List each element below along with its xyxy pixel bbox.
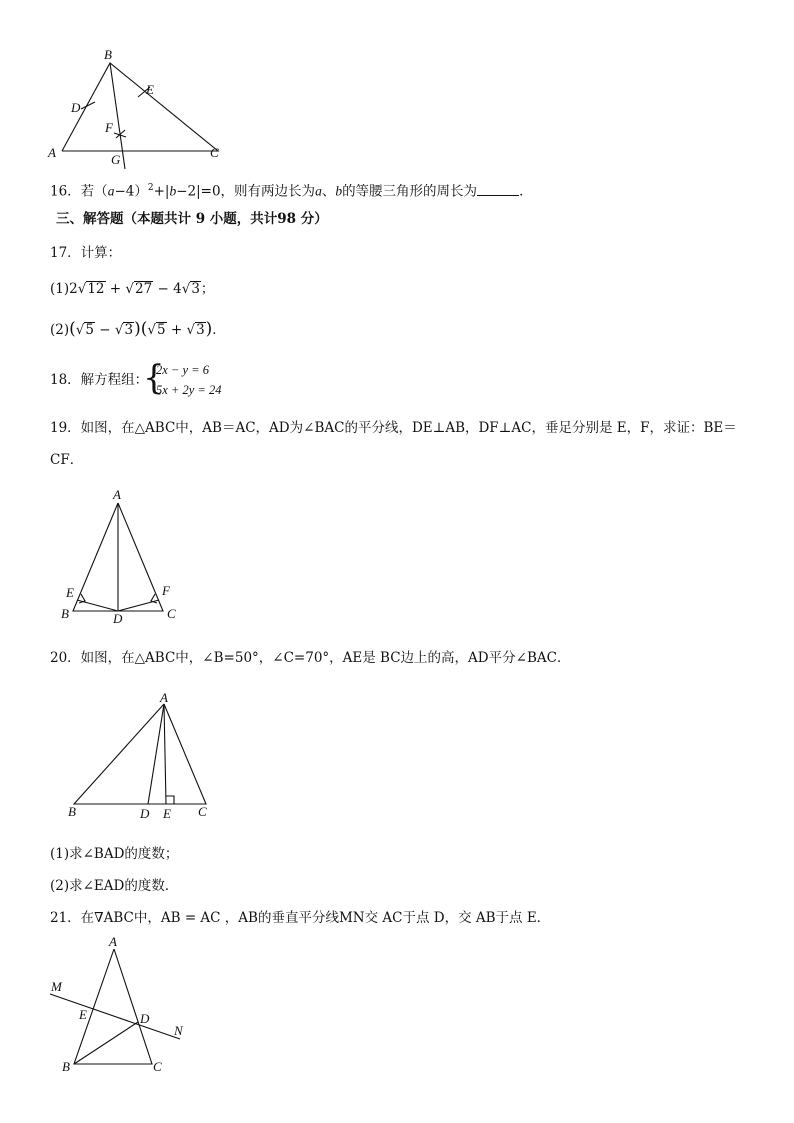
equation-brace: { (143, 358, 165, 398)
label-a: A (113, 487, 121, 502)
question-17-part2: (2)(√5 − √3)(√5 + √3)． (50, 319, 226, 339)
line-ae (164, 704, 166, 804)
question-21-line1: 21．在∇ABC中，AB = AC ，AB的垂直平分线MN交 AC于点 D，交 AB于点 E． (50, 910, 551, 926)
label-b: B (68, 804, 76, 819)
question-19-line1: 19．如图，在△ABC中，AB＝AC，AD为∠BAC的平分线，DE⊥AB，DF⊥AC，垂足分别是 E，F，求证：BE＝ (50, 420, 737, 436)
label-f: F (162, 583, 170, 598)
answer-blank[interactable] (477, 183, 519, 196)
label-d: D (140, 1011, 150, 1026)
label-d: D (113, 611, 123, 625)
label-b: B (61, 606, 69, 621)
label-g: G (111, 152, 121, 167)
right-angle-e (166, 796, 174, 804)
question-18-head: 18．解方程组： (50, 372, 149, 388)
label-e: E (163, 806, 171, 821)
question-16: 16．若$(a-4)^2+|b-2|=0$，则有两边长为a、b的等腰三角形的周长为 ． (50, 183, 533, 200)
label-e: E (146, 82, 154, 97)
label-b: B (62, 1059, 70, 1074)
label-d: D (140, 806, 150, 821)
label-a: A (109, 934, 117, 949)
label-c: C (198, 804, 207, 819)
equation-2: 5x + 2y = 24 (156, 383, 222, 397)
label-e: E (66, 585, 74, 600)
label-f: F (105, 120, 113, 135)
question-20-line1: 20．如图，在△ABC中，∠B=50°，∠C=70°，AE是 BC边上的高，AD平分∠BAC． (50, 650, 571, 666)
triangle-abc (74, 704, 206, 804)
figure-q20 (60, 690, 220, 825)
question-20-sub2: (2)求∠EAD的度数． (50, 878, 179, 894)
section-title: 三、解答题（本题共计 9 小题，共计98 分） (56, 211, 328, 227)
question-17-part1: (1)2√12 + √27 − 4√3； (50, 281, 215, 297)
line-bd (74, 1022, 138, 1064)
question-20-sub1: (1)求∠BAD的度数； (50, 846, 179, 862)
label-c: C (167, 606, 176, 621)
line-mn (50, 994, 180, 1039)
label-a: A (160, 690, 168, 705)
label-c: C (153, 1059, 162, 1074)
figure-q21 (42, 933, 202, 1078)
equation-1: 2x − y = 6 (156, 363, 209, 377)
label-n: N (174, 1023, 183, 1038)
question-17-head: 17．计算： (50, 245, 122, 261)
label-e: E (79, 1007, 87, 1022)
figure-q15 (40, 45, 240, 170)
label-c: C (210, 145, 219, 160)
label-m: M (51, 979, 62, 994)
figure-q19 (55, 485, 190, 625)
label-b: B (104, 47, 112, 62)
label-a: A (48, 145, 56, 160)
question-19-line2: CF． (50, 452, 84, 468)
label-d: D (71, 100, 81, 115)
